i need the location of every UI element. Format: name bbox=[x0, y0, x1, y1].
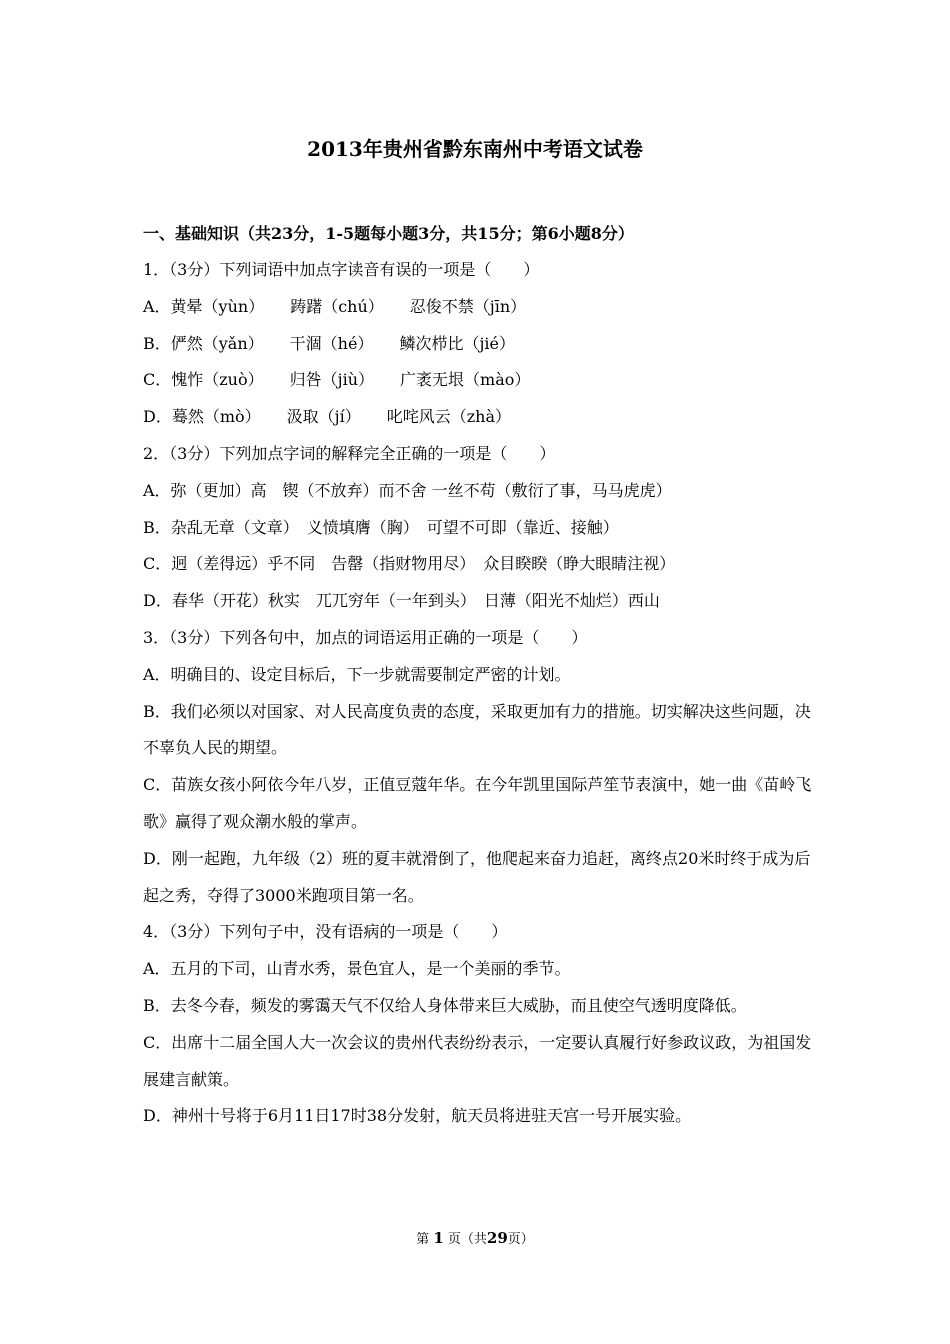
page-footer bbox=[0, 1228, 950, 1247]
question-4-option-b: B．去冬今春，频发的雾霭天气不仅给人身体带来巨大威胁，而且使空气透明度降低。 bbox=[143, 995, 747, 1015]
question-2-option-b: B．杂乱无章（文章） 义愤填膺（胸） 可望不可即（靠近、接触） bbox=[143, 517, 619, 537]
question-3-option-a: A．明确目的、设定目标后，下一步就需要制定严密的计划。 bbox=[143, 664, 571, 684]
question-3-option-d: D．刚一起跑，九年级（2）班的夏丰就滑倒了，他爬起来奋力追赶，离终点20米时终于成为后起之秀，夺得了3000米跑项目第一名。 bbox=[143, 848, 811, 905]
question-1-stem: 1．（3分）下列词语中加点字读音有误的一项是（ ） bbox=[143, 260, 540, 279]
question-3-option-b: B．我们必须以对国家、对人民高度负责的态度，采取更加有力的措施。切实解决这些问题，决不辜负人民的期望。 bbox=[143, 701, 811, 758]
question-2-stem: 2．（3分）下列加点字词的解释完全正确的一项是（ ） bbox=[143, 443, 556, 463]
option-word: 鳞次栉比（jié） bbox=[399, 333, 515, 353]
option-word: 干涸（hé） bbox=[289, 333, 374, 353]
option-word: B．俨然（yǎn） bbox=[143, 333, 264, 353]
option-word: 踌躇（chú） bbox=[290, 296, 384, 316]
option-word: 忍俊不禁（jīn） bbox=[409, 296, 527, 316]
question-4-option-d: D．神州十号将于6月11日17时38分发射，航天员将进驻天宫一号开展实验。 bbox=[143, 1106, 692, 1126]
section-heading: 一、基础知识（共23分，1-5题每小题3分，共15分；第6小题8分） bbox=[143, 224, 634, 243]
option-word: D．蓦然（mò） bbox=[143, 407, 261, 427]
option-word: C．愧怍（zuò） bbox=[143, 370, 264, 390]
question-1-option-a bbox=[143, 289, 813, 326]
question-3-option-c: C．苗族女孩小阿依今年八岁，正值豆蔻年华。在今年凯里国际芦笙节表演中，她一曲《苗岭飞歌》赢得了观众潮水般的掌声。 bbox=[143, 775, 812, 831]
option-word: 叱咤风云（zhà） bbox=[386, 407, 512, 427]
question-4-stem: 4．（3分）下列句子中，没有语病的一项是（ ） bbox=[143, 922, 508, 942]
question-2-option-c: C．迥（差得远）乎不同 告罄（指财物用尽） 众目睽睽（睁大眼睛注视） bbox=[143, 554, 676, 574]
question-1-option-d bbox=[143, 399, 813, 436]
question-4-option-c: C．出席十二届全国人大一次会议的贵州代表纷纷表示，一定要认真履行好参政议政，为祖国发展建言献策。 bbox=[143, 1032, 812, 1089]
option-word: A．黄晕（yùn） bbox=[143, 296, 265, 316]
question-1-option-b bbox=[143, 326, 813, 363]
footer-total-pages: 29 bbox=[486, 1229, 508, 1247]
page-title: 2013年贵州省黔东南州中考语文试卷 bbox=[307, 137, 643, 161]
question-2-option-d: D．春华（开花）秋实 兀兀穷年（一年到头） 日薄（阳光不灿烂）西山 bbox=[143, 591, 660, 611]
question-3-stem: 3．（3分）下列各句中，加点的词语运用正确的一项是（ ） bbox=[143, 627, 588, 647]
footer-prefix: 第 bbox=[416, 1232, 430, 1247]
footer-page-number: 1 bbox=[433, 1229, 444, 1247]
question-4-option-a: A．五月的下司，山青水秀，景色宜人，是一个美丽的季节。 bbox=[143, 959, 571, 979]
question-1-option-c bbox=[143, 362, 813, 399]
document-body bbox=[143, 216, 813, 1135]
option-word: 汲取（jí） bbox=[286, 407, 361, 427]
footer-middle: 页（共 bbox=[447, 1232, 487, 1247]
question-2-option-a: A．弥（更加）高 锲（不放弃）而不舍 一丝不苟（敷衍了事，马马虎虎） bbox=[143, 480, 672, 500]
option-word: 广袤无垠（mào） bbox=[400, 370, 531, 390]
option-word: 归咎（jiù） bbox=[289, 370, 375, 390]
footer-suffix: 页） bbox=[507, 1232, 534, 1247]
